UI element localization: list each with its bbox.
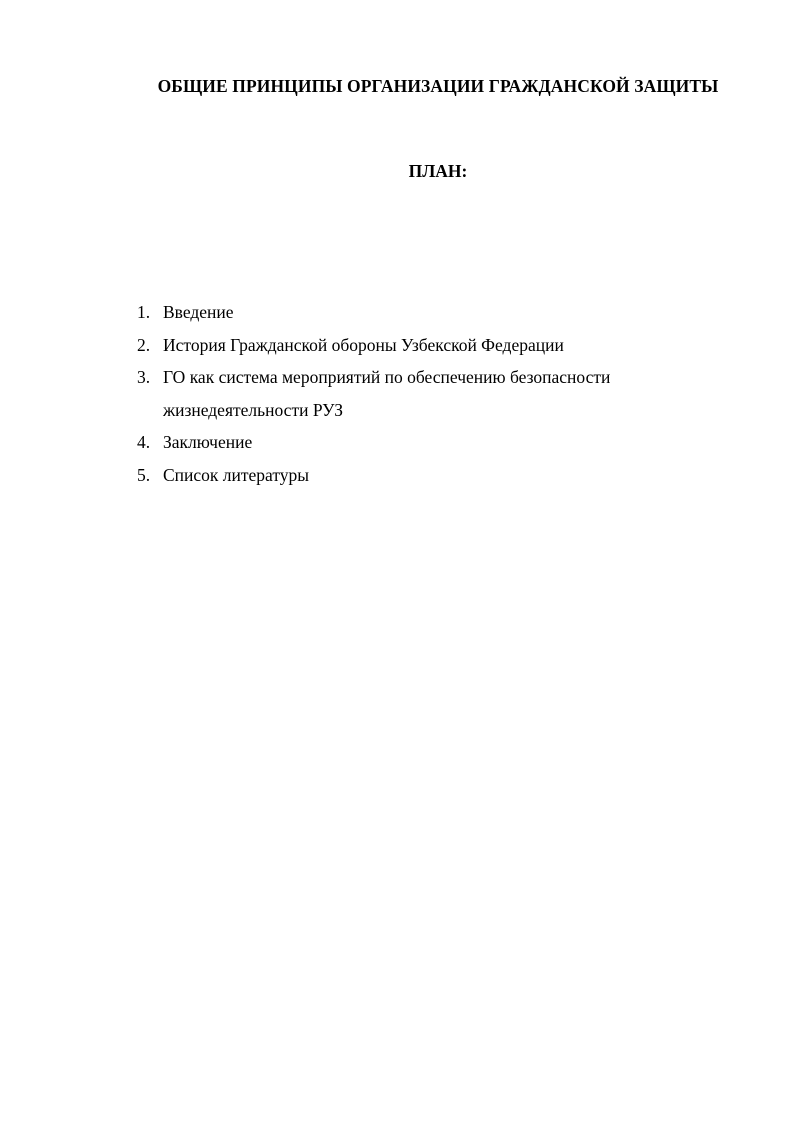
plan-item-number: 3. [137, 367, 151, 387]
plan-list-item [137, 361, 697, 426]
plan-item-number: 4. [137, 432, 151, 452]
document-title: ОБЩИЕ ПРИНЦИПЫ ОРГАНИЗАЦИИ ГРАЖДАНСКОЙ ЗАЩИТЫ [157, 76, 719, 96]
plan-list-item [137, 459, 697, 492]
plan-list-item [137, 329, 697, 362]
plan-item-text: Заключение [163, 432, 253, 452]
plan-list-item [137, 296, 697, 329]
plan-heading: ПЛАН: [408, 161, 468, 181]
plan-item-text: ГО как система мероприятий по обеспечению безопасности жизнедеятельности РУЗ [163, 367, 611, 420]
plan-item-text: История Гражданской обороны Узбекской Федерации [163, 334, 564, 355]
plan-item-number: 2. [137, 334, 151, 355]
plan-item-text: Введение [163, 302, 234, 322]
plan-list-item [137, 426, 697, 459]
plan-list [137, 296, 697, 491]
plan-item-number: 1. [137, 302, 151, 322]
plan-item-text: Список литературы [163, 464, 310, 485]
plan-item-number: 5. [137, 464, 151, 485]
